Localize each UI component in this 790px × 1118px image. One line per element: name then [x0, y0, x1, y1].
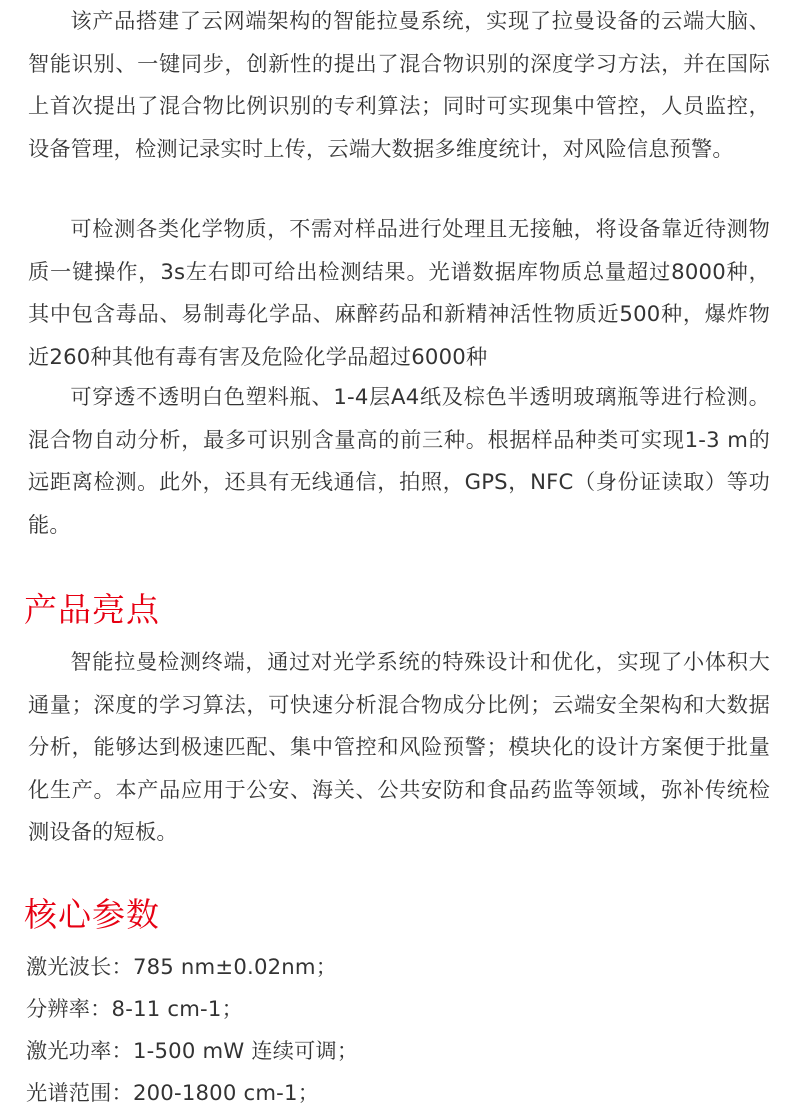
intro-paragraph-architecture: 该产品搭建了云网端架构的智能拉曼系统，实现了拉曼设备的云端大脑、智能识别、一键同步，创新性的提出了混合物识别的深度学习方法，并在国际上首次提出了混合物比例识别的专利算法；同时可实现集中管控，人员监控，设备管理，检测记录实时上传，云端大数据多维度统计，对风险信息预警。: [28, 8, 770, 161]
intro-paragraph-detection: 可检测各类化学物质，不需对样品进行处理且无接触，将设备靠近待测物质一键操作，3s左右即可给出检测结果。光谱数据库物质总量超过8000种，其中包含毒品、易制毒化学品、麻醉药品和新精神活性物质近500种，爆炸物近260种其他有毒有害及危险化学品超过6000种: [28, 216, 770, 369]
param-spectral-range: 光谱范围：200-1800 cm-1；: [26, 1080, 320, 1105]
param-resolution: 分辨率：8-11 cm-1；: [26, 996, 243, 1021]
highlights-paragraph: 智能拉曼检测终端，通过对光学系统的特殊设计和优化，实现了小体积大通量；深度的学习算法，可快速分析混合物成分比例；云端安全架构和大数据分析，能够达到极速匹配、集中管控和风险预警；模块化的设计方案便于批量化生产。本产品应用于公安、海关、公共安防和食品药监等领域，弥补传统检测设备的短板。: [28, 649, 770, 844]
param-laser-wavelength: 激光波长：785 nm±0.02nm；: [26, 954, 338, 979]
core-params-heading: 核心参数: [24, 895, 160, 934]
highlights-heading: 产品亮点: [24, 590, 160, 629]
param-laser-power: 激光功率：1-500 mW 连续可调；: [26, 1038, 359, 1063]
intro-paragraph-penetration: 可穿透不透明白色塑料瓶、1-4层A4纸及棕色半透明玻璃瓶等进行检测。混合物自动分析，最多可识别含量高的前三种。根据样品种类可实现1-3 m的远距离检测。此外，还具有无线通信，拍照，GPS，NFC（身份证读取）等功能。: [28, 384, 770, 537]
